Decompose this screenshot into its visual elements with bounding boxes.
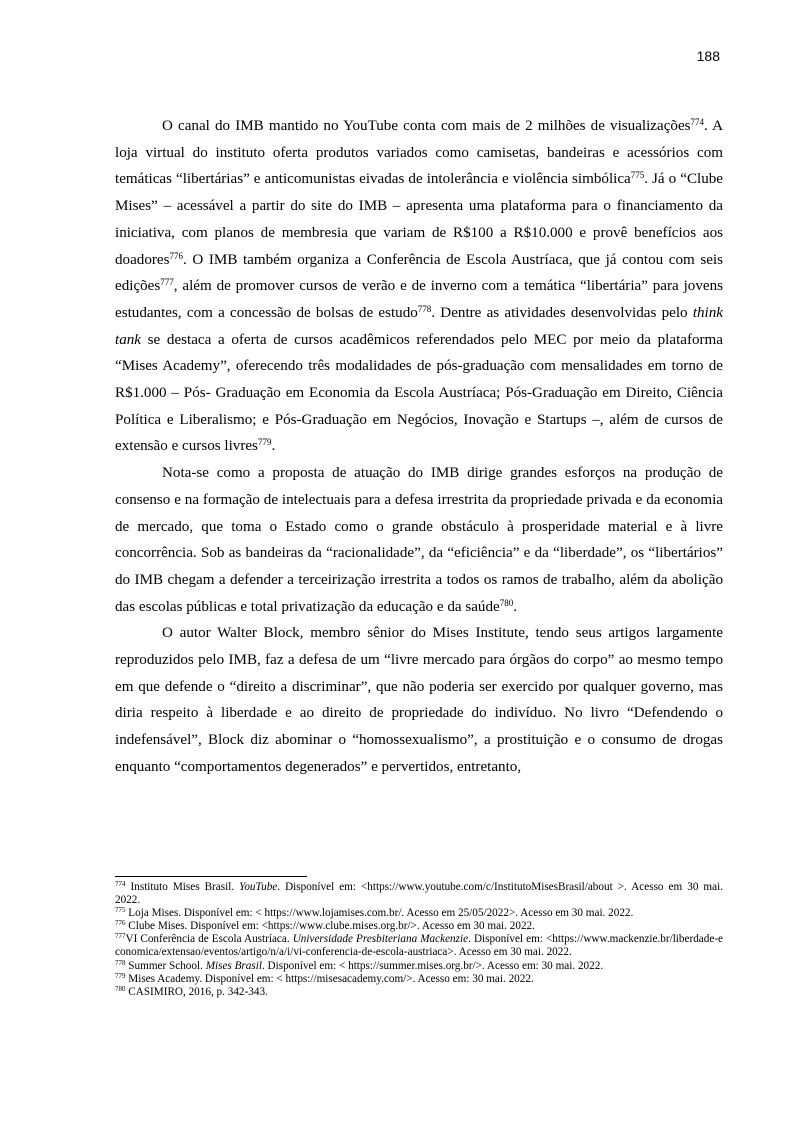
- footnote-marker: 780: [499, 597, 514, 608]
- paragraph: [115, 620, 723, 780]
- footnote: [115, 973, 723, 986]
- italic-text: Mises Brasil: [205, 959, 262, 972]
- footnote-marker: 776: [169, 250, 183, 261]
- italic-text: think tank: [115, 304, 723, 348]
- text-run: . Já o “Clube Mises” – acessável a partir do site do IMB – apresenta uma plataforma para o financiamento da iniciativa, com planos de membresia que variam de R$100 a R$10.000 e provê benefícios aos doadores: [115, 171, 723, 268]
- italic-text: YouTube: [239, 881, 278, 893]
- text-run: CASIMIRO, 2016, p. 342-343.: [125, 985, 268, 998]
- text-run: , além de promover cursos de verão e de inverno com a temática “libertária” para jovens estudantes, com a concessão de bolsas de estudo: [115, 278, 723, 321]
- text-run: .: [271, 438, 276, 455]
- footnote-marker: 778: [417, 303, 432, 314]
- text-run: . O IMB também organiza a Conferência de Escola Austríaca, que já contou com seis edições: [115, 251, 723, 295]
- text-run: Clube Mises. Disponível em: <https://www.clube.mises.org.br/>. Acesso em 30 mai. 2022.: [125, 920, 535, 933]
- text-run: se destaca a oferta de cursos acadêmicos referendados pelo MEC por meio da plataforma “Mises Academy”, oferecendo três modalidades de pós-graduação com mensalidades em torno de R$1.000 – Pós- Graduação em Economia da Escola Austríaca; Pós-Graduação em Direito, Ciência Política e Liberalismo; e Pós-Graduação em Negócios, Inovação e Startups –, além de cursos de extensão e cursos livres: [115, 331, 723, 455]
- footnote-marker: 776: [115, 919, 126, 928]
- footnote-marker: 777: [115, 932, 126, 941]
- footnote-marker: 780: [115, 984, 126, 993]
- text-run: VI Conferência de Escola Austríaca.: [125, 933, 293, 946]
- footnote: [115, 933, 723, 959]
- text-run: O canal do IMB mantido no YouTube conta com mais de 2 milhões de visualizações: [162, 118, 691, 134]
- paragraph: [115, 113, 723, 460]
- text-run: . Disponível em: < https://summer.mises.org.br/>. Acesso em: 30 mai. 2022.: [261, 959, 604, 972]
- text-run: Loja Mises. Disponível em: < https://www.lojamises.com.br/. Acesso em 25/05/2022>. Acesso em 30 mai. 2022.: [125, 907, 634, 920]
- footnote-marker: 777: [160, 277, 174, 288]
- footnote-marker: 779: [257, 437, 272, 448]
- paragraph: [115, 460, 723, 620]
- footnote-divider: [115, 876, 307, 877]
- footnote-marker: 775: [115, 906, 126, 915]
- page-number: 188: [696, 48, 720, 64]
- text-run: . Dentre as atividades desenvolvidas pelo: [431, 304, 693, 321]
- footnotes: [115, 881, 723, 999]
- footnote: [115, 960, 723, 973]
- text-run: . Disponível em:: [468, 933, 546, 946]
- footnote-marker: 774: [115, 880, 126, 888]
- footnote-marker: 774: [690, 117, 705, 127]
- footnote-marker: 778: [115, 958, 126, 967]
- text-run: .: [513, 598, 517, 615]
- footnote-marker: 775: [630, 170, 645, 181]
- text-run: Instituto Mises Brasil.: [125, 881, 240, 893]
- footnote: [115, 881, 723, 907]
- italic-text: Universidade Presbiteriana Mackenzie: [292, 933, 469, 946]
- body-text: [115, 113, 723, 781]
- footnote: [115, 920, 723, 933]
- url-text: <https://www.mackenzie.br/liberdade-economica/extensao/eventos/artigo/n/a/i/vi-conferencia-de-escola-austriaca>: [115, 933, 724, 959]
- text-run: Nota-se como a proposta de atuação do IMB dirige grandes esforços na produção de consenso e na formação de intelectuais para a defesa irrestrita da propriedade privada e da economia de mercado, que toma o Estado como o grande obstáculo à prosperidade material e à livre concorrência. Sob as bandeiras da “racionalidade”, da “eficiência” e da “liberdade”, os “libertários” do IMB chegam a defender a terceirização irrestrita a todos os ramos de trabalho, além da abolição das escolas públicas e total privatização da educação e da saúde: [115, 465, 723, 615]
- footnote: [115, 986, 723, 999]
- text-run: Summer School.: [125, 959, 206, 972]
- text-run: . Disponível em: <https://www.youtube.com/c/InstitutoMisesBrasil/about >. Acesso em 30 mai. 2022.: [115, 881, 724, 907]
- text-run: Mises Academy. Disponível em: < https://misesacademy.com/>. Acesso em: 30 mai. 2022.: [125, 972, 534, 985]
- footnote: [115, 907, 723, 920]
- text-run: . A loja virtual do instituto oferta produtos variados como camisetas, bandeiras e acessórios com temáticas “libertárias” e anticomunistas eivadas de intolerância e violência simbólica: [115, 118, 723, 188]
- text-run: . Acesso em 30 mai. 2022.: [453, 946, 572, 959]
- footnote-marker: 779: [115, 971, 126, 980]
- text-run: O autor Walter Block, membro sênior do Mises Institute, tendo seus artigos largamente reproduzidos pelo IMB, faz a defesa de um “livre mercado para órgãos do corpo” ao mesmo tempo em que defende o “direito a discriminar”, que não poderia ser exercido por qualquer governo, mas diria respeito à liberdade e ao direito de propriedade do indivíduo. No livro “Defendendo o indefensável”, Block diz abominar o “homossexualismo”, a prostituição e o consumo de drogas enquanto “comportamentos degenerados” e pervertidos, entretanto,: [115, 625, 723, 775]
